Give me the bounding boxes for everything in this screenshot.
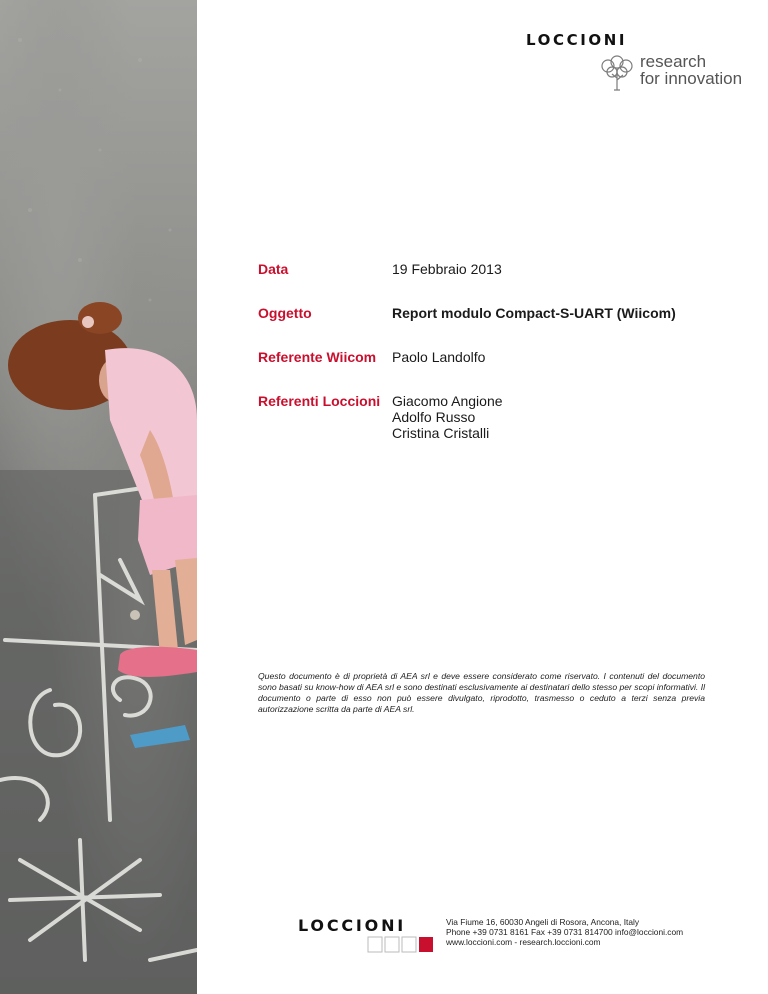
- field-referente-wiicom-value: Paolo Landolfo: [392, 349, 486, 365]
- address-line-1: Via Fiume 16, 60030 Angeli di Rosora, Ancona, Italy: [446, 917, 640, 927]
- cover-photo-drawing: [0, 0, 197, 994]
- field-oggetto-label: Oggetto: [258, 305, 312, 321]
- field-data-label: Data: [258, 261, 289, 277]
- address-line-3: www.loccioni.com - research.loccioni.com: [446, 937, 601, 947]
- brand-tagline: [640, 53, 742, 87]
- field-referente-wiicom-label: Referente Wiicom: [258, 349, 377, 365]
- tagline-line-1: research: [640, 52, 707, 71]
- referente-name: Adolfo Russo: [392, 409, 476, 425]
- field-referenti-loccioni-label: Referenti Loccioni: [258, 393, 381, 409]
- footer-brand-name: LOCCIONI: [298, 916, 407, 935]
- referente-name: Cristina Cristalli: [392, 425, 490, 441]
- referente-name: Giacomo Angione: [392, 393, 503, 409]
- footer-logo-squares-icon: [367, 936, 435, 954]
- field-oggetto-value: Report modulo Compact-S-UART (Wiicom): [392, 305, 676, 321]
- field-referenti-loccioni-values: [392, 393, 503, 441]
- confidentiality-disclaimer: Questo documento è di proprietà di AEA srl e deve essere considerato come riservato. I contenuti del documento sono basati su know-how di AEA srl e sono destinati esclusivamente ai destinatari dello stesso per scopi informativi. Il documento o parte di esso non può essere divulgato, riprodotto, trasmesso o ceduto a terzi senza previa autorizzazione scritta da parte di AEA srl.: [258, 671, 705, 714]
- address-line-2: Phone +39 0731 8161 Fax +39 0731 814700 info@loccioni.com: [446, 927, 684, 937]
- tagline-line-2: for innovation: [640, 69, 743, 88]
- field-data-value: 19 Febbraio 2013: [392, 261, 502, 277]
- brand-name: LOCCIONI: [526, 31, 628, 49]
- cover-photo: [0, 0, 197, 994]
- footer-address: [446, 917, 683, 947]
- tree-icon: [597, 54, 637, 94]
